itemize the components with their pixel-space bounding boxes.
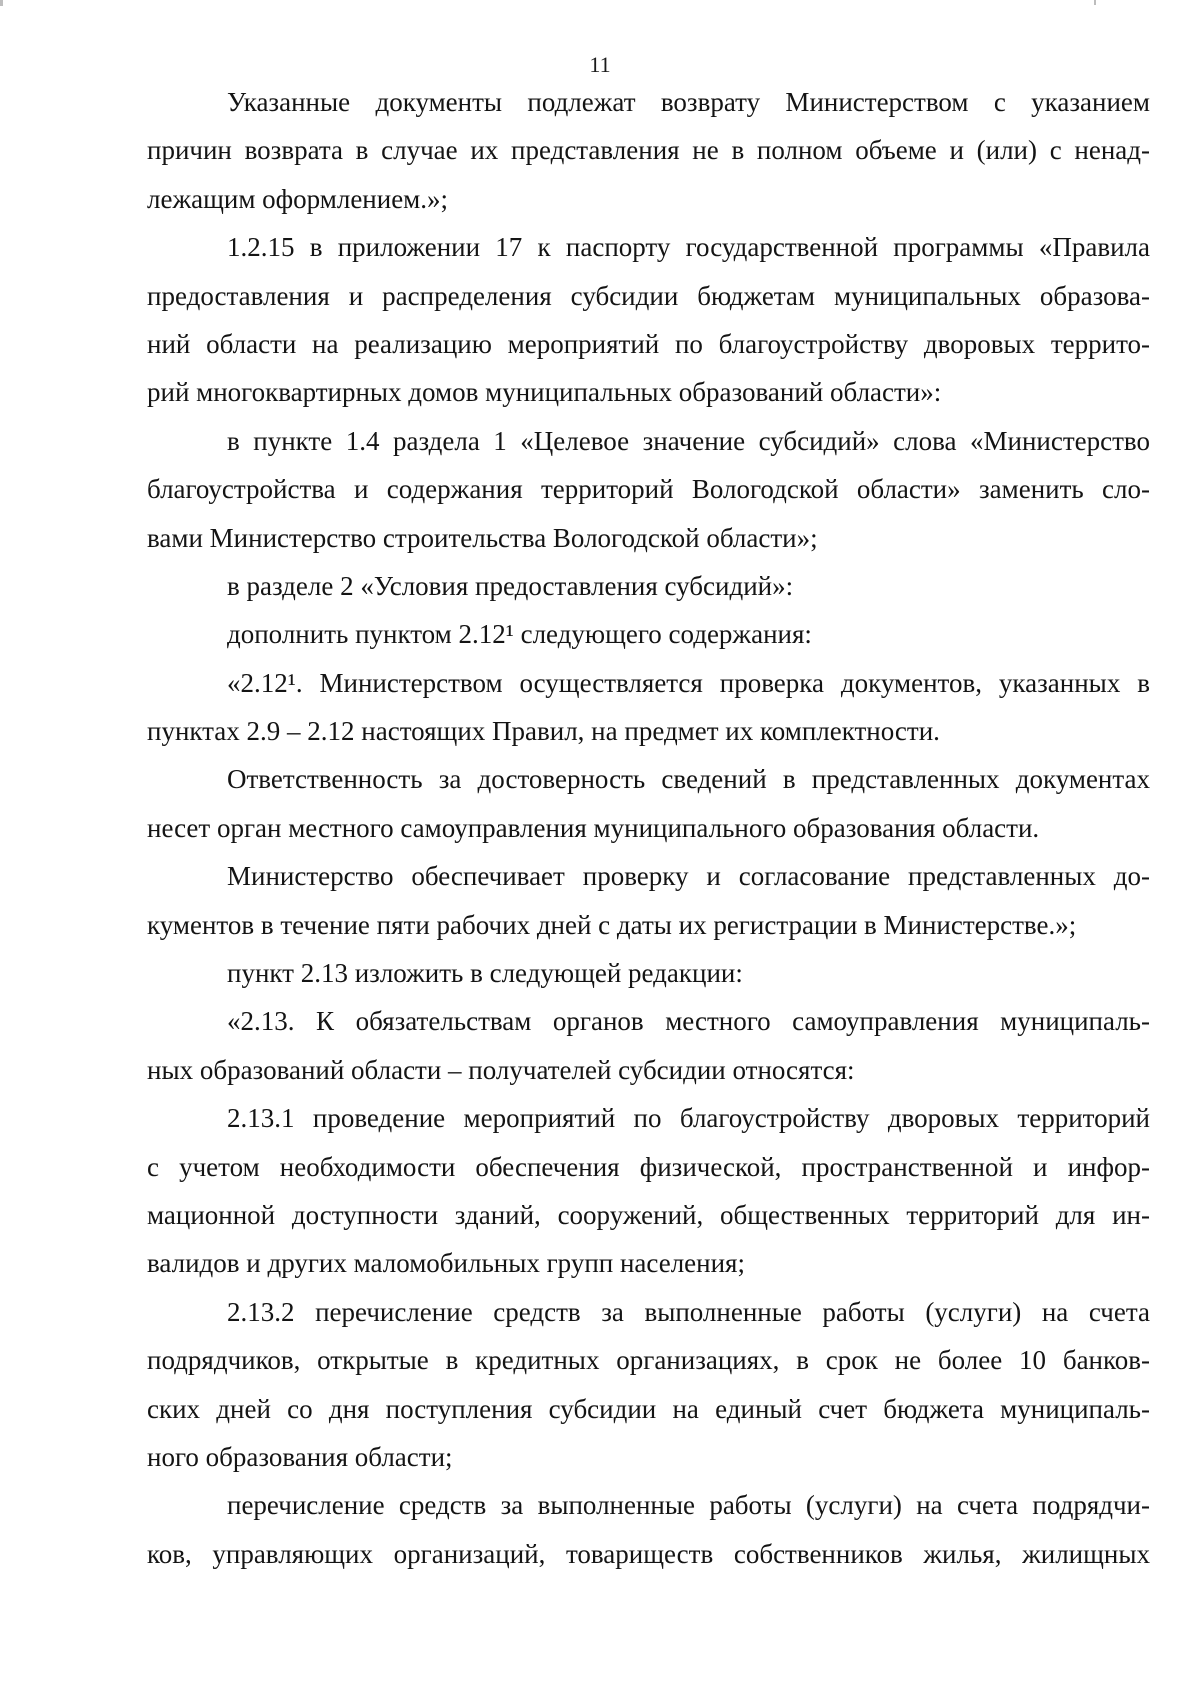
- text-line: перечисление средств за выполненные работы (услуги) на счета подрядчи-: [227, 1490, 1150, 1521]
- paragraph: [147, 614, 1150, 662]
- document-body: [147, 82, 1150, 1582]
- text-line: ного образования области;: [147, 1441, 453, 1472]
- paragraph: [147, 953, 1150, 1001]
- text-line: «2.12¹. Министерством осуществляется проверка документов, указанных в: [227, 667, 1150, 698]
- paragraph: [147, 856, 1150, 953]
- paragraph: [147, 663, 1150, 760]
- text-line: Указанные документы подлежат возврату Министерством с указанием: [227, 87, 1150, 117]
- text-line: предоставления и распределения субсидии бюджетам муниципальных образова-: [147, 280, 1150, 311]
- text-line: ских дней со дня поступления субсидии на единый счет бюджета муниципаль-: [147, 1393, 1150, 1424]
- text-line: с учетом необходимости обеспечения физической, пространственной и инфор-: [147, 1151, 1150, 1182]
- text-line: причин возврата в случае их представления не в полном объеме и (или) с ненад-: [147, 135, 1150, 166]
- paragraph: [147, 566, 1150, 614]
- text-line: лежащим оформлением.»;: [147, 183, 449, 214]
- paragraph: [147, 1485, 1150, 1582]
- paragraph: [147, 1098, 1150, 1292]
- text-line: «2.13. К обязательствам органов местного самоуправления муниципаль-: [227, 1006, 1150, 1037]
- paragraph: [147, 82, 1150, 227]
- text-line: мационной доступности зданий, сооружений, общественных территорий для ин-: [147, 1199, 1150, 1230]
- text-line: ных образований области – получателей субсидии относятся:: [147, 1054, 855, 1085]
- text-line: валидов и других маломобильных групп населения;: [147, 1248, 745, 1279]
- text-line: 2.13.2 перечисление средств за выполненные работы (услуги) на счета: [227, 1296, 1150, 1327]
- paragraph: [147, 759, 1150, 856]
- text-line: вами Министерство строительства Вологодской области»;: [147, 522, 818, 553]
- text-line: в разделе 2 «Условия предоставления субсидий»:: [227, 570, 794, 601]
- text-line: ков, управляющих организаций, товариществ собственников жилья, жилищных: [147, 1538, 1150, 1569]
- text-line: благоустройства и содержания территорий Вологодской области» заменить сло-: [147, 474, 1150, 505]
- text-line: 1.2.15 в приложении 17 к паспорту государственной программы «Правила: [227, 232, 1150, 263]
- page-number: 11: [589, 52, 611, 77]
- text-line: несет орган местного самоуправления муниципального образования области.: [147, 812, 1040, 843]
- text-line: 2.13.1 проведение мероприятий по благоустройству дворовых территорий: [227, 1103, 1150, 1134]
- text-line: ний области на реализацию мероприятий по благоустройству дворовых террито-: [147, 328, 1150, 359]
- paragraph: [147, 1001, 1150, 1098]
- text-line: подрядчиков, открытые в кредитных организациях, в срок не более 10 банков-: [147, 1345, 1150, 1376]
- scan-artifact: [0, 0, 3, 6]
- text-line: пунктах 2.9 – 2.12 настоящих Правил, на предмет их комплектности.: [147, 716, 940, 747]
- text-line: Ответственность за достоверность сведений в представленных документах: [227, 764, 1150, 795]
- paragraph: [147, 227, 1150, 421]
- text-line: дополнить пунктом 2.12¹ следующего содержания:: [227, 619, 812, 650]
- text-line: кументов в течение пяти рабочих дней с даты их регистрации в Министерстве.»;: [147, 909, 1077, 940]
- text-line: рий многоквартирных домов муниципальных образований области»:: [147, 377, 942, 408]
- text-line: Министерство обеспечивает проверку и согласование представленных до-: [227, 861, 1150, 892]
- scan-artifact: [1094, 0, 1096, 5]
- text-line: в пункте 1.4 раздела 1 «Целевое значение субсидий» слова «Министерство: [227, 425, 1150, 456]
- text-line: пункт 2.13 изложить в следующей редакции:: [227, 958, 743, 989]
- paragraph: [147, 1292, 1150, 1486]
- paragraph: [147, 421, 1150, 566]
